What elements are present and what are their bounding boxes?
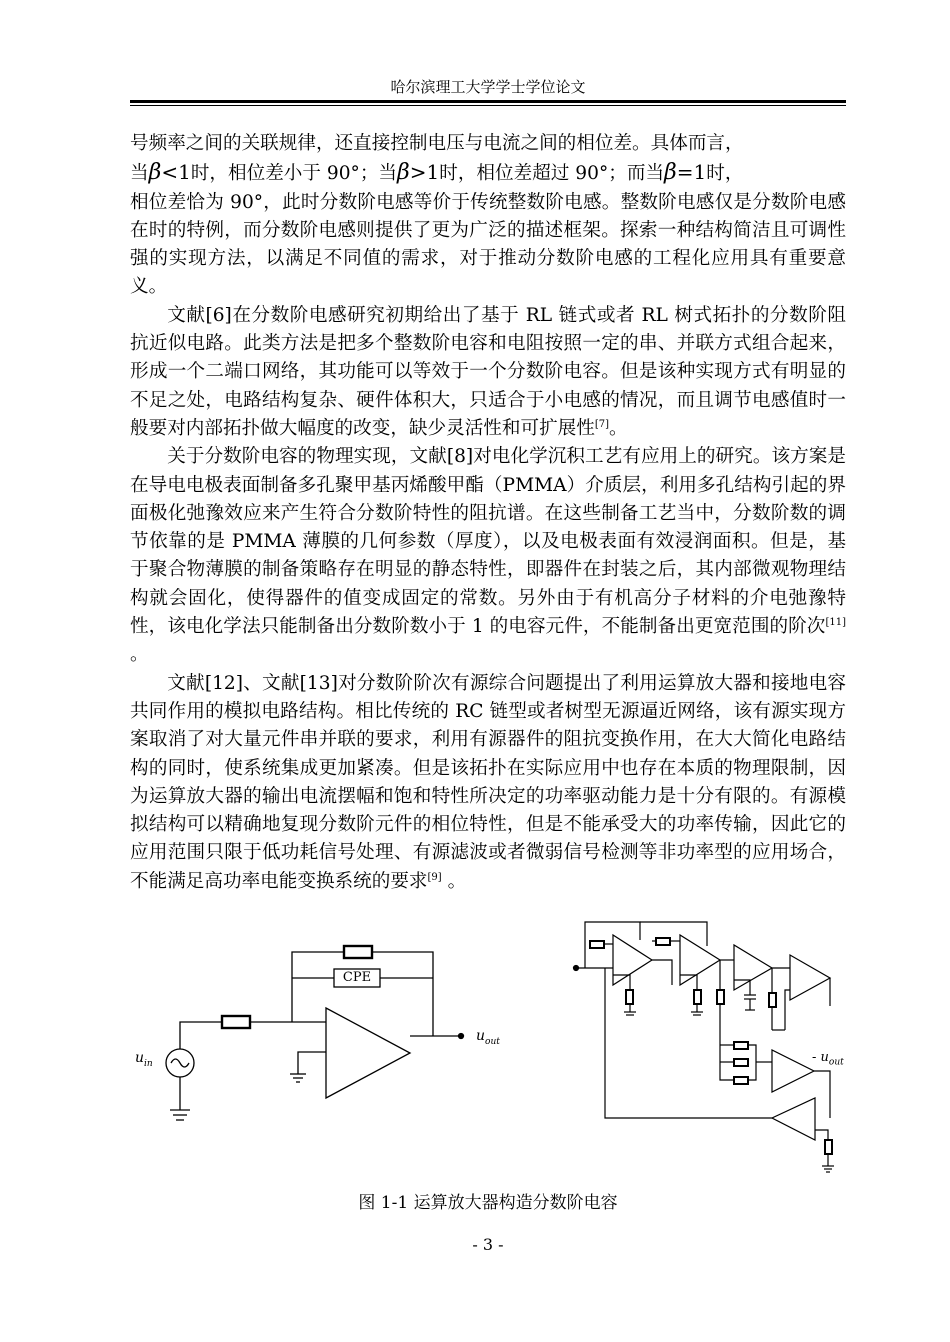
input-resistor [222,1016,250,1028]
figure-caption: 图 1-1 运算放大器构造分数阶电容 [358,1193,618,1213]
p4-text: 文献[12]、文献[13]对分数阶阶次有源综合问题提出了利用运算放大器和接地电容共同作用的模拟电路结构。相比传统的 RC 链型或者树型无源逼近网络，该有源实现方案取消了对大量元件串并联的要求，利用有源器件的阻抗变换作用，在大大简化电路结构的同时，使系统集成更加紧凑。但是该拓扑在实际应用中也存在本质的物理限制，因为运算放大器的输出电流摆幅和饱和特性所决定的功率驱动能力是十分有限的。有源模拟结构可以精确地复现分数阶元件的相位特性，但是不能承受大的功率传输，因此它的应用范围只限于低功耗信号处理、有源滤波或者微弱信号检测等非功率型的应用场合，不能满足高功率电能变换系统的要求 [130,672,846,892]
op-amp-icon [613,935,652,985]
feedback-resistor [344,946,372,958]
op-amp-icon [790,955,830,1000]
resistor [734,1059,748,1066]
beta-symbol: β [148,160,162,186]
p1-seg2: 时，相位差超过 90°；而当 [439,163,665,185]
p1-rest: 相位差恰为 90°，此时分数阶电感等价于传统整数阶电感。整数阶电感仅是分数阶电感在时的特例，而分数阶电感则提供了更为广泛的描述框架。探索一种结构简洁且可调性强的实现方法，以满足不同值的需求，对于推动分数阶电感的工程化应用具有重要意义。 [130,191,846,298]
right-circuit [574,922,835,1172]
left-circuit [166,946,464,1120]
op-amp-icon [772,1098,815,1140]
ac-wave-icon [171,1059,189,1067]
lt-one: <1 [161,160,191,185]
beta-symbol: β [397,160,410,186]
resistor [825,1140,832,1154]
p2-text: 文献[6]在分数阶电感研究初期给出了基于 RL 链式或者 RL 树式拓扑的分数阶阻抗近似电路。此类方法是把多个整数阶电容和电阻按照一定的串、并联方式组合起来，形成一个二端口网络，其功能可以等效于一个分数阶电容。但是该种实现方式有明显的不足之处，电路结构复杂、硬件体积大，只适合于小电感的情况，而且调节电感值时一般要对内部拓扑做大幅度的改变，缺少灵活性和可扩展性 [130,304,846,439]
running-header: 哈尔滨理工大学学士学位论文 [390,78,586,96]
resistor [717,990,724,1004]
neg-u-out-label: - $u_{out}$ [812,1050,844,1068]
resistor [656,938,670,945]
p3-text: 关于分数阶电容的物理实现，文献[8]对电化学沉积工艺有应用上的研究。该方案是在导电电极表面制备多孔聚甲基丙烯酸甲酯（PMMA）介质层，利用多孔结构引起的界面极化弛豫效应来产生符合分数阶特性的阻抗谱。在这些制备工艺当中，分数阶数的调节依靠的是 PMMA 薄膜的几何参数（厚度），以及电极表面有效浸润面积。但是，基于聚合物薄膜的制备策略存在明显的静态特性，即器件在封装之后，其内部微观物理结构就会固化，使得器件的值变成固定的常数。另外由于有机高分子材料的介电弛豫特性，该电化学法只能制备出分数阶数小于 1 的电容元件，不能制备出更宽范围的阶次 [130,446,846,638]
page-number: - 3 - [472,1235,504,1254]
u-out-label: $u_{out}$ [476,1028,500,1047]
resistor [734,1042,748,1049]
p3-end: 。 [130,644,149,666]
resistor [590,941,604,948]
p1-dang: 当 [130,163,149,185]
ground-icon [290,1074,306,1082]
op-amp-icon [680,935,720,985]
op-amp-icon [326,1008,410,1098]
eq-one: =1 [676,160,707,185]
p2-end: 。 [609,417,628,439]
beta-symbol: β [664,160,677,186]
gt-one: >1 [409,160,440,185]
p1-seg1: 时，相位差小于 90°；当 [190,163,398,185]
citation-ref: [9] [427,871,442,883]
p4-end: 。 [441,870,467,892]
citation-ref: [7] [594,418,610,430]
op-amp-icon [772,1050,814,1092]
resistor [734,1077,748,1084]
cpe-label: CPE [342,970,372,985]
resistor [769,993,776,1007]
p1-line1: 号频率之间的关联规律，还直接控制电压与电流之间的相位差。具体而言， [130,133,744,154]
u-in-label: $u_{in}$ [135,1050,153,1069]
output-terminal [459,1034,464,1039]
resistor [626,990,633,1004]
op-amp-icon [734,945,772,990]
ground-icon [170,1110,190,1120]
resistor [694,990,701,1004]
citation-ref: [11] [825,616,846,628]
p1-seg3: 时， [706,163,744,185]
